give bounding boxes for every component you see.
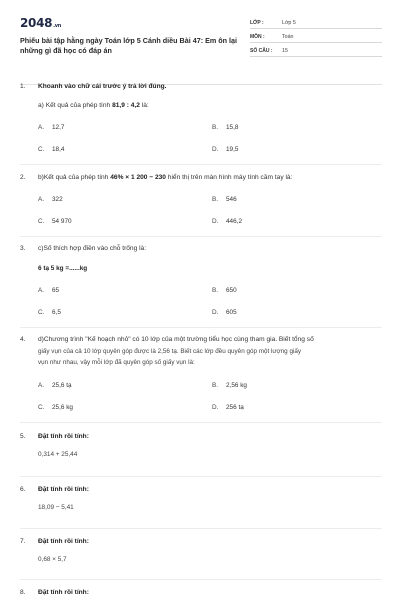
option-label: A.	[38, 124, 45, 131]
question-divider	[20, 579, 382, 580]
option-label: B.	[212, 287, 219, 294]
meta-value-class: Lớp 5	[282, 20, 296, 26]
option-text: 19,5	[226, 146, 239, 153]
option-text: 256 tạ	[226, 404, 244, 411]
option-text: 25,6 tạ	[52, 382, 72, 389]
question-divider	[20, 476, 382, 477]
question-1-instruction: Khoanh vào chữ cái trước ý trả lời đúng.	[38, 83, 167, 90]
question-divider	[20, 422, 382, 423]
question-4	[20, 335, 382, 344]
question-6-expression: 18,09 − 5,41	[38, 504, 74, 511]
q3-option-b[interactable]	[212, 287, 237, 294]
question-5	[20, 432, 382, 441]
question-3-text: c)Số thích hợp điền vào chỗ trống là:	[38, 245, 147, 252]
question-divider	[20, 528, 382, 529]
question-3-number: 3.	[20, 245, 26, 252]
option-label: C.	[38, 218, 45, 225]
question-divider	[20, 164, 382, 165]
option-label: C.	[38, 146, 45, 153]
option-label: B.	[212, 196, 219, 203]
question-divider	[20, 236, 382, 237]
logo-suffix-text: .vn	[53, 23, 62, 29]
question-6-text: Đặt tính rồi tính:	[38, 486, 89, 493]
option-label: D.	[212, 146, 219, 153]
q4-option-a[interactable]	[38, 382, 72, 389]
option-label: A.	[38, 287, 45, 294]
option-text: 650	[226, 287, 237, 294]
q2-option-d[interactable]	[212, 218, 242, 225]
q3-option-c[interactable]	[38, 309, 61, 316]
option-text: 546	[226, 196, 237, 203]
question-4-continuation	[38, 346, 382, 368]
question-2-number: 2.	[20, 174, 26, 181]
q1-sub-suffix: là:	[139, 102, 149, 109]
question-4-number: 4.	[20, 336, 26, 343]
question-6-number: 6.	[20, 486, 26, 493]
worksheet-header	[20, 14, 382, 76]
question-5-expression: 0,314 + 25,44	[38, 451, 78, 458]
option-text: 25,6 kg	[52, 404, 73, 411]
option-label: D.	[212, 218, 219, 225]
q1-option-d[interactable]	[212, 146, 238, 153]
option-label: B.	[212, 382, 219, 389]
q1-sub-expression: 81,9 : 4,2	[112, 102, 140, 109]
option-text: 65	[52, 287, 60, 294]
q2-prefix: b)Kết quả của phép tính	[38, 174, 111, 181]
q2-suffix: hiển thị trên màn hình máy tính cầm tay là:	[165, 174, 293, 181]
question-divider	[20, 327, 382, 328]
logo-main-text: 2048	[20, 16, 53, 30]
question-8-number: 8.	[20, 589, 26, 596]
question-7-expression: 0,68 × 5,7	[38, 556, 67, 563]
option-text: 446,2	[226, 218, 242, 225]
question-5-text: Đặt tính rồi tính:	[38, 433, 89, 440]
option-label: D.	[212, 404, 219, 411]
question-2-text	[38, 173, 382, 182]
question-4-line-3: vụn như nhau, vậy mỗi lớp đã quyên góp số giấy vụn là:	[38, 359, 195, 366]
option-text: 15,8	[226, 124, 239, 131]
meta-row-class	[250, 17, 382, 29]
option-text: 12,7	[52, 124, 65, 131]
option-label: B.	[212, 124, 219, 131]
q1-sub-prefix: a) Kết quả của phép tính	[38, 102, 113, 109]
question-7-number: 7.	[20, 538, 26, 545]
question-8	[20, 588, 382, 597]
question-1-number: 1.	[20, 83, 26, 90]
site-logo[interactable]	[20, 16, 240, 30]
q3-option-a[interactable]	[38, 287, 59, 294]
q3-option-d[interactable]	[212, 309, 237, 316]
question-7-text: Đặt tính rồi tính:	[38, 538, 89, 545]
q2-expression: 46% × 1 200 − 230	[110, 174, 166, 181]
meta-row-count	[250, 45, 382, 57]
q1-option-c[interactable]	[38, 146, 64, 153]
q4-option-c[interactable]	[38, 404, 73, 411]
question-1	[20, 82, 382, 91]
q4-option-d[interactable]	[212, 404, 244, 411]
option-text: 6,5	[52, 309, 61, 316]
option-label: C.	[38, 404, 45, 411]
question-1-subquestion	[38, 101, 382, 110]
q1-option-a[interactable]	[38, 124, 64, 131]
q1-option-b[interactable]	[212, 124, 238, 131]
question-3-expression: 6 tạ 5 kg =......kg	[38, 265, 88, 272]
worksheet-meta	[250, 17, 382, 59]
option-text: 2,56 kg	[226, 382, 247, 389]
option-text: 54 970	[52, 218, 72, 225]
question-8-text: Đặt tính rồi tính:	[38, 589, 89, 596]
option-label: D.	[212, 309, 219, 316]
meta-value-subject: Toán	[282, 34, 294, 40]
meta-key-subject: MÔN :	[250, 34, 265, 40]
option-text: 605	[226, 309, 237, 316]
meta-row-subject	[250, 31, 382, 43]
meta-key-class: LỚP :	[250, 20, 264, 26]
option-label: A.	[38, 382, 45, 389]
q2-option-b[interactable]	[212, 196, 237, 203]
q4-option-b[interactable]	[212, 382, 247, 389]
option-text: 322	[52, 196, 63, 203]
option-label: A.	[38, 196, 45, 203]
meta-value-count: 15	[282, 48, 288, 54]
question-4-line-1: d)Chương trình "Kế hoạch nhỏ" có 10 lớp của một trường tiểu học cùng tham gia. Biết tổng số	[38, 336, 314, 343]
q2-option-a[interactable]	[38, 196, 63, 203]
meta-key-count: SỐ CÂU :	[250, 48, 273, 54]
question-3	[20, 244, 382, 253]
question-4-line-2: giấy vụn của cả 10 lớp quyên góp được là 2,56 tạ. Biết các lớp đều quyên góp một lượng giấy	[38, 348, 301, 355]
question-2	[20, 173, 382, 182]
header-left	[20, 14, 240, 56]
option-text: 18,4	[52, 146, 65, 153]
question-5-number: 5.	[20, 433, 26, 440]
question-6	[20, 485, 382, 494]
option-label: C.	[38, 309, 45, 316]
q2-option-c[interactable]	[38, 218, 72, 225]
worksheet-title: Phiếu bài tập hằng ngày Toán lớp 5 Cánh diều Bài 47: Em ôn lại những gì đã học có đáp án	[20, 36, 238, 55]
question-7	[20, 537, 382, 546]
